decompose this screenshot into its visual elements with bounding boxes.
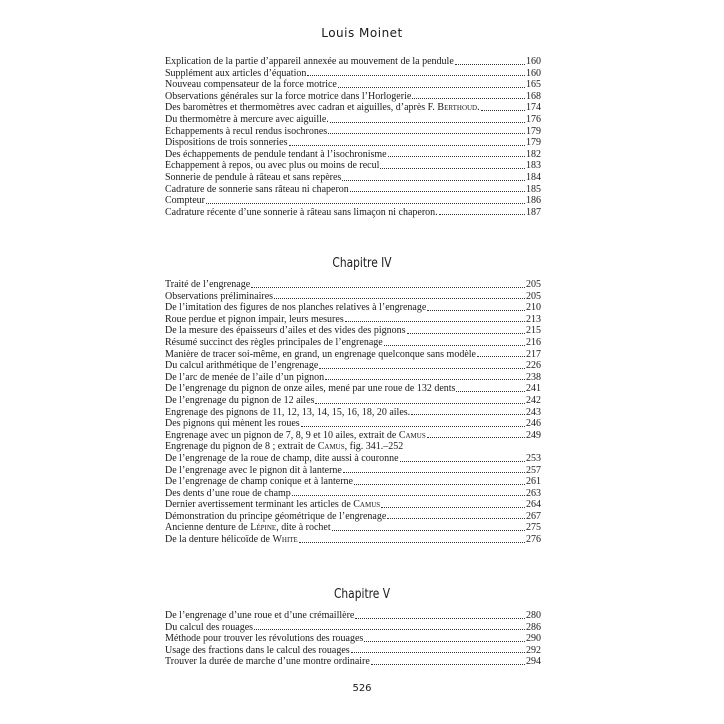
toc-entry (165, 633, 541, 645)
toc-entry-title: De l’arc de menée de l’aile d’un pignon (165, 371, 325, 383)
toc-leader-dots (380, 168, 525, 169)
toc-entry-page: 186 (526, 195, 541, 207)
toc-leader-dots (427, 437, 525, 438)
toc-entry-title: De la denture hélicoïde de White (165, 534, 298, 546)
toc-entry (165, 360, 541, 372)
toc-leader-dots (342, 180, 525, 181)
toc-entry-page: 264 (526, 499, 541, 511)
toc-leader-dots (355, 618, 525, 619)
toc-entry-title: Compteur (165, 195, 205, 207)
toc-entry (165, 114, 541, 126)
toc-leader-dots (388, 156, 525, 157)
toc-leader-dots (251, 287, 525, 288)
toc-entry (165, 68, 541, 80)
toc-entry-page: 286 (526, 621, 541, 633)
toc-entry-title: Observations générales sur la force motrice dans l’Horlogerie (165, 90, 412, 102)
toc-entry-page: 168 (526, 90, 541, 102)
toc-entry-title: Usage des fractions dans le calcul des rouages (165, 644, 350, 656)
toc-entry-page: 185 (526, 183, 541, 195)
toc-entry-title: Engrenage du pignon de 8 ; extrait de Camus, fig. 341.–252 (165, 441, 404, 453)
toc-entry-title: Sonnerie de pendule à râteau et sans repères (165, 171, 342, 183)
toc-entry-title: Des pignons qui mènent les roues (165, 418, 300, 430)
toc-entry (165, 172, 541, 184)
toc-entry (165, 383, 541, 395)
toc-entry-title: Dispositions de trois sonneries (165, 137, 288, 149)
toc-entry-page: 184 (526, 171, 541, 183)
toc-leader-dots (330, 122, 525, 123)
toc-entry-page: 213 (526, 313, 541, 325)
toc-leader-dots (354, 484, 525, 485)
toc-entry-page: 217 (526, 348, 541, 360)
toc-entry-title: De l’engrenage du pignon de onze ailes, mené par une roue de 132 dents (165, 383, 456, 395)
toc-entry-page: 160 (526, 67, 541, 79)
toc-entry (165, 430, 541, 442)
toc-entry-page: 165 (526, 79, 541, 91)
toc-entry-page: 216 (526, 336, 541, 348)
toc-leader-dots (299, 542, 525, 543)
toc-entry (165, 453, 541, 465)
toc-entry (165, 645, 541, 657)
toc-entry-title: De l’engrenage de champ conique et à lanterne (165, 476, 353, 488)
toc-leader-dots (456, 391, 525, 392)
toc-entry (165, 622, 541, 634)
toc-entry-title: De l’engrenage avec le pignon dit à lanterne (165, 464, 342, 476)
toc-entry-page: 280 (526, 610, 541, 621)
toc-leader-dots (206, 203, 525, 204)
toc-leader-dots (343, 472, 525, 473)
toc-entry-title: Résumé succinct des règles principales de l’engrenage (165, 336, 383, 348)
toc-section-continued (165, 56, 541, 218)
toc-leader-dots (325, 379, 525, 380)
toc-entry-title: Des baromètres et thermomètres avec cadran et aiguilles, d’après F. Berthoud. (165, 102, 480, 114)
toc-entry (165, 499, 541, 511)
toc-entry-title: Explication de la partie d’appareil annexée au mouvement de la pendule (165, 56, 454, 67)
toc-leader-dots (387, 518, 525, 519)
toc-entry-page: 261 (526, 476, 541, 488)
toc-leader-dots (481, 110, 525, 111)
toc-entry-page: 210 (526, 302, 541, 314)
toc-entry-page: 226 (526, 360, 541, 372)
toc-entry-title: De l’engrenage de la roue de champ, dite aussi à couronne (165, 452, 399, 464)
toc-entry-title: Échappements à recul rendus isochrones (165, 125, 328, 137)
toc-entry (165, 534, 541, 546)
toc-leader-dots (328, 133, 525, 134)
toc-entry-title: Des échappements de pendule tendant à l’isochronisme (165, 148, 387, 160)
toc-entry (165, 407, 541, 419)
running-header-author: Louis Moinet (321, 26, 403, 40)
toc-entry (165, 126, 541, 138)
toc-entry-title: Trouver la durée de marche d’une montre ordinaire (165, 656, 370, 668)
toc-leader-dots (439, 214, 525, 215)
toc-entry (165, 441, 541, 453)
chapter-heading-v: Chapitre V (333, 587, 391, 602)
toc-leader-dots (345, 321, 525, 322)
toc-entry-title: De l’engrenage d’une roue et d’une crémaillère (165, 610, 355, 621)
toc-entry (165, 149, 541, 161)
toc-section-chapitre-v (165, 610, 541, 668)
page-number: 526 (352, 683, 372, 694)
toc-entry (165, 102, 541, 114)
toc-leader-dots (350, 191, 525, 192)
toc-entry-title: Du calcul des rouages (165, 621, 254, 633)
toc-leader-dots (332, 530, 525, 531)
toc-entry-title: Méthode pour trouver les révolutions des rouages (165, 633, 364, 645)
toc-entry-page: 174 (526, 102, 541, 114)
toc-entry-page: 179 (526, 125, 541, 137)
toc-entry-page: 243 (526, 406, 541, 418)
toc-leader-dots (411, 414, 525, 415)
toc-entry-title: Engrenage avec un pignon de 7, 8, 9 et 10 ailes, extrait de Camus (165, 429, 426, 441)
toc-leader-dots (301, 426, 525, 427)
toc-leader-dots (319, 368, 525, 369)
toc-entry-title: De la mesure des épaisseurs d’ailes et des vides des pignons (165, 325, 406, 337)
toc-leader-dots (351, 652, 525, 653)
toc-entry-title: Échappement à repos, ou avec plus ou moins de recul (165, 160, 380, 172)
toc-entry (165, 160, 541, 172)
toc-leader-dots (254, 629, 525, 630)
toc-entry-title: Traité de l’engrenage (165, 279, 251, 290)
toc-entry (165, 56, 541, 68)
toc-leader-dots (364, 641, 525, 642)
toc-entry-page: 294 (526, 656, 541, 668)
toc-leader-dots (400, 461, 525, 462)
toc-entry-page: 242 (526, 394, 541, 406)
toc-entry-title: De l’imitation des figures de nos planches relatives à l’engrenage (165, 302, 427, 314)
toc-entry (165, 291, 541, 303)
toc-entry-page: 263 (526, 487, 541, 499)
toc-entry-page: 176 (526, 113, 541, 125)
toc-entry-title: Nouveau compensateur de la force motrice (165, 79, 337, 91)
toc-entry-page: 246 (526, 418, 541, 430)
toc-entry (165, 418, 541, 430)
toc-entry (165, 656, 541, 668)
toc-entry-page: 182 (526, 148, 541, 160)
toc-entry-page: 160 (526, 56, 541, 67)
toc-entry-title: Engrenage des pignons de 11, 12, 13, 14, 15, 16, 18, 20 ailes. (165, 406, 411, 418)
toc-entry (165, 325, 541, 337)
toc-entry-title: Roue perdue et pignon impair, leurs mesures (165, 313, 344, 325)
toc-entry-title: Dernier avertissement terminant les articles de Camus (165, 499, 381, 511)
chapter-heading-iv: Chapitre IV (332, 256, 392, 271)
toc-entry-page: 187 (526, 206, 541, 218)
toc-entry (165, 302, 541, 314)
toc-entry (165, 349, 541, 361)
toc-leader-dots (371, 664, 525, 665)
toc-entry-page: 205 (526, 290, 541, 302)
toc-entry (165, 337, 541, 349)
toc-leader-dots (407, 333, 526, 334)
toc-entry-page: 267 (526, 510, 541, 522)
toc-entry-page: 238 (526, 371, 541, 383)
toc-leader-dots (338, 87, 525, 88)
toc-entry-title: Ancienne denture de Lépine, dite à rochet (165, 522, 331, 534)
toc-leader-dots (455, 64, 525, 65)
toc-entry-title: Cadrature récente d’une sonnerie à râteau sans limaçon ni chaperon. (165, 206, 438, 218)
toc-leader-dots (427, 310, 525, 311)
toc-entry (165, 279, 541, 291)
toc-entry (165, 372, 541, 384)
toc-entry (165, 79, 541, 91)
toc-entry-title: Des dents d’une roue de champ (165, 487, 291, 499)
toc-entry (165, 465, 541, 477)
toc-section-chapitre-iv (165, 279, 541, 546)
toc-entry-title: Du calcul arithmétique de l’engrenage (165, 360, 319, 372)
toc-entry (165, 91, 541, 103)
toc-entry (165, 511, 541, 523)
toc-entry-title: Supplément aux articles d’équation (165, 67, 307, 79)
toc-entry-title: Démonstration du principe géométrique de l’engrenage (165, 510, 387, 522)
toc-entry (165, 395, 541, 407)
toc-entry (165, 522, 541, 534)
toc-entry (165, 314, 541, 326)
toc-entry-page: 183 (526, 160, 541, 172)
toc-entry-title: Cadrature de sonnerie sans râteau ni chaperon (165, 183, 349, 195)
toc-entry-page: 292 (526, 644, 541, 656)
toc-entry (165, 195, 541, 207)
toc-entry (165, 207, 541, 219)
toc-leader-dots (315, 403, 525, 404)
toc-leader-dots (274, 298, 525, 299)
toc-entry (165, 610, 541, 622)
toc-entry-page: 205 (526, 279, 541, 290)
toc-leader-dots (477, 356, 525, 357)
toc-leader-dots (289, 145, 526, 146)
toc-entry-page: 249 (526, 429, 541, 441)
toc-leader-dots (381, 507, 525, 508)
toc-entry-page: 290 (526, 633, 541, 645)
toc-entry (165, 137, 541, 149)
toc-entry-title: Du thermomètre à mercure avec aiguille. (165, 113, 329, 125)
toc-leader-dots (384, 345, 525, 346)
toc-entry-page: 179 (526, 137, 541, 149)
toc-entry-page: 276 (526, 534, 541, 546)
toc-entry-page: 215 (526, 325, 541, 337)
toc-entry-page: 257 (526, 464, 541, 476)
toc-entry-title: Manière de tracer soi-même, en grand, un engrenage quelconque sans modèle (165, 348, 476, 360)
toc-entry (165, 184, 541, 196)
toc-leader-dots (412, 98, 525, 99)
toc-entry-title: De l’engrenage du pignon de 12 ailes (165, 394, 315, 406)
toc-leader-dots (307, 75, 525, 76)
toc-entry (165, 476, 541, 488)
toc-entry-page: 275 (526, 522, 541, 534)
toc-leader-dots (292, 495, 525, 496)
toc-entry (165, 488, 541, 500)
toc-entry-page: 253 (526, 452, 541, 464)
toc-entry-title: Observations préliminaires (165, 290, 274, 302)
toc-entry-page: 241 (526, 383, 541, 395)
